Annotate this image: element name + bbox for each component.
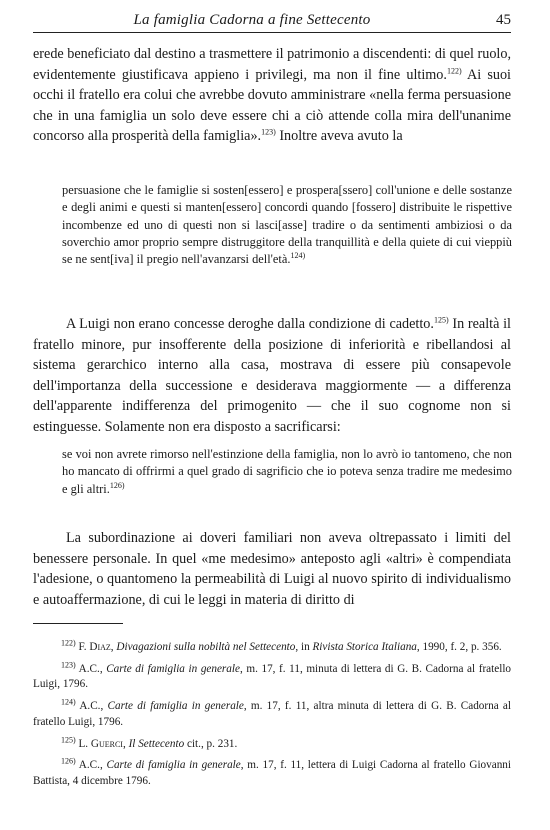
- footnote-number: 123): [61, 659, 76, 669]
- paragraph-1-text-a: erede beneficiato dal destino a trasmettere il patrimonio a discendenti: di quel ruolo, evidentemente giustificava appieno i privilegi, ma non il fine ultimo.: [33, 46, 511, 83]
- page-number: 45: [496, 12, 511, 28]
- footnote-title: Carte di famiglia in generale: [106, 759, 241, 772]
- footnote-title: Divagazioni sulla nobiltà nel Settecento: [116, 641, 296, 653]
- paragraph-1-text-c: Inoltre aveva avuto la: [275, 128, 403, 144]
- footnote-number: 125): [61, 734, 76, 744]
- footnote-divider: [33, 623, 123, 624]
- footnote-ref-124: 124): [290, 251, 306, 261]
- footnote-separator: ,: [122, 737, 129, 750]
- block-quote-2: [62, 446, 512, 498]
- footnote-ref-123: 123): [261, 127, 276, 137]
- footnote-author: F. Diaz: [78, 641, 111, 653]
- footnote-rest: , m. 17, f. 11, altra minuta di lettera di G. B. Cadorna al fratello Luigi, 1796.: [33, 700, 511, 728]
- paragraph-1-text-b: Ai suoi occhi il fratello era colui che avrebbe dovuto amministrare «nella ferma persuasione che in una famiglia un solo deve essere chi a ciò attende colla mira dell'unanime concorso alla prosperità della famiglia».: [33, 66, 511, 144]
- footnote-separator: ,: [99, 759, 107, 772]
- footnote-rest: , m. 17, f. 11, lettera di Luigi Cadorna al fratello Giovanni Battista, 4 dicembre 1796.: [33, 759, 512, 787]
- footnote-number: 124): [61, 697, 76, 707]
- paragraph-3-text: La subordinazione ai doveri familiari non aveva oltrepassato i limiti del benessere personale. In quel «me medesimo» anteposto agli «altri» è compendiata l'adesione, o quantomeno la permeabilità di Luigi al nuovo spirito di individualismo e autoaffermazione, di cui le leggi in materia di diritto di: [33, 530, 511, 608]
- footnote-author: L. Guerci: [78, 737, 123, 750]
- running-title: La famiglia Cadorna a fine Settecento: [133, 12, 371, 28]
- footnote-title: Il Settecento: [128, 737, 185, 750]
- footnote-journal: Rivista Storica Italiana: [312, 641, 417, 653]
- footnote-title: Carte di famiglia in generale: [107, 700, 244, 713]
- block-quote-1: [62, 182, 512, 268]
- paragraph-2-text-a: A Luigi non erano concesse deroghe dalla condizione di cadetto.: [66, 316, 434, 332]
- block-quote-2-text: se voi non avrete rimorso nell'estinzione della famiglia, non lo avrò io tantomeno, che non ho mancato di offrirmi a quel grado di sagrificio che io poteva senza tradire me medesimo e gli altri.: [62, 447, 512, 496]
- footnotes: [33, 640, 511, 796]
- footnote-separator: ,: [100, 700, 108, 713]
- paragraph-1: [33, 44, 511, 147]
- paragraph-3: [33, 528, 511, 610]
- paragraph-2-text-b: In realtà il fratello minore, pur insofferente della posizione di inferiorità e ribellandosi al sistema gerarchico interno alla casa, mostrava di essere più consapevole dell'importanza della successione e desiderava maggiormente — a differenza dell'apparente indifferenza del primogenito — che il suo cognome non si estinguesse. Solamente non era disposto a sacrificarsi:: [33, 316, 511, 435]
- footnote-author: A.C.: [79, 700, 101, 713]
- footnote-number: 126): [61, 756, 76, 766]
- footnote-rest: cit., p. 231.: [184, 737, 238, 750]
- footnote-rest: , m. 17, f. 11, minuta di lettera di G. B. Cadorna al fratello Luigi, 1796.: [33, 662, 512, 691]
- footnote-122: [33, 640, 511, 656]
- footnote-126: [33, 758, 511, 789]
- footnote-ref-125: 125): [433, 315, 449, 325]
- footnote-124: [33, 699, 511, 730]
- footnote-author: A.C.: [78, 662, 100, 675]
- footnote-title: Carte di famiglia in generale: [106, 662, 240, 675]
- footnote-number: 122): [61, 638, 76, 648]
- block-quote-1-text: persuasione che le famiglie si sosten[essero] e prospera[ssero] coll'unione e delle sostanze e degli animi e questi si manten[essero] concordi quando [fossero] distribuite le rispettive incombenze ed uno di questi non si lasci[asse] tradire o da sentimenti ambiziosi o da soverchio amor proprio sempre distruggitore della tranquillità e della quiete di cui vieppiù se ne sent[iva] il pregio nell'avanzarsi dell'età.: [62, 183, 512, 267]
- footnote-author: A.C.: [78, 759, 100, 772]
- footnote-rest: , 1990, f. 2, p. 356.: [416, 641, 502, 653]
- footnote-125: [33, 734, 511, 753]
- footnote-ref-122: 122): [446, 65, 462, 75]
- footnote-separator: ,: [110, 641, 117, 653]
- footnote-123: [33, 659, 512, 693]
- paragraph-2: [33, 314, 511, 437]
- footnote-ref-126: 126): [109, 480, 125, 490]
- footnote-separator: ,: [99, 662, 107, 675]
- footnote-mid: , in: [295, 641, 313, 653]
- page-header: [33, 10, 511, 33]
